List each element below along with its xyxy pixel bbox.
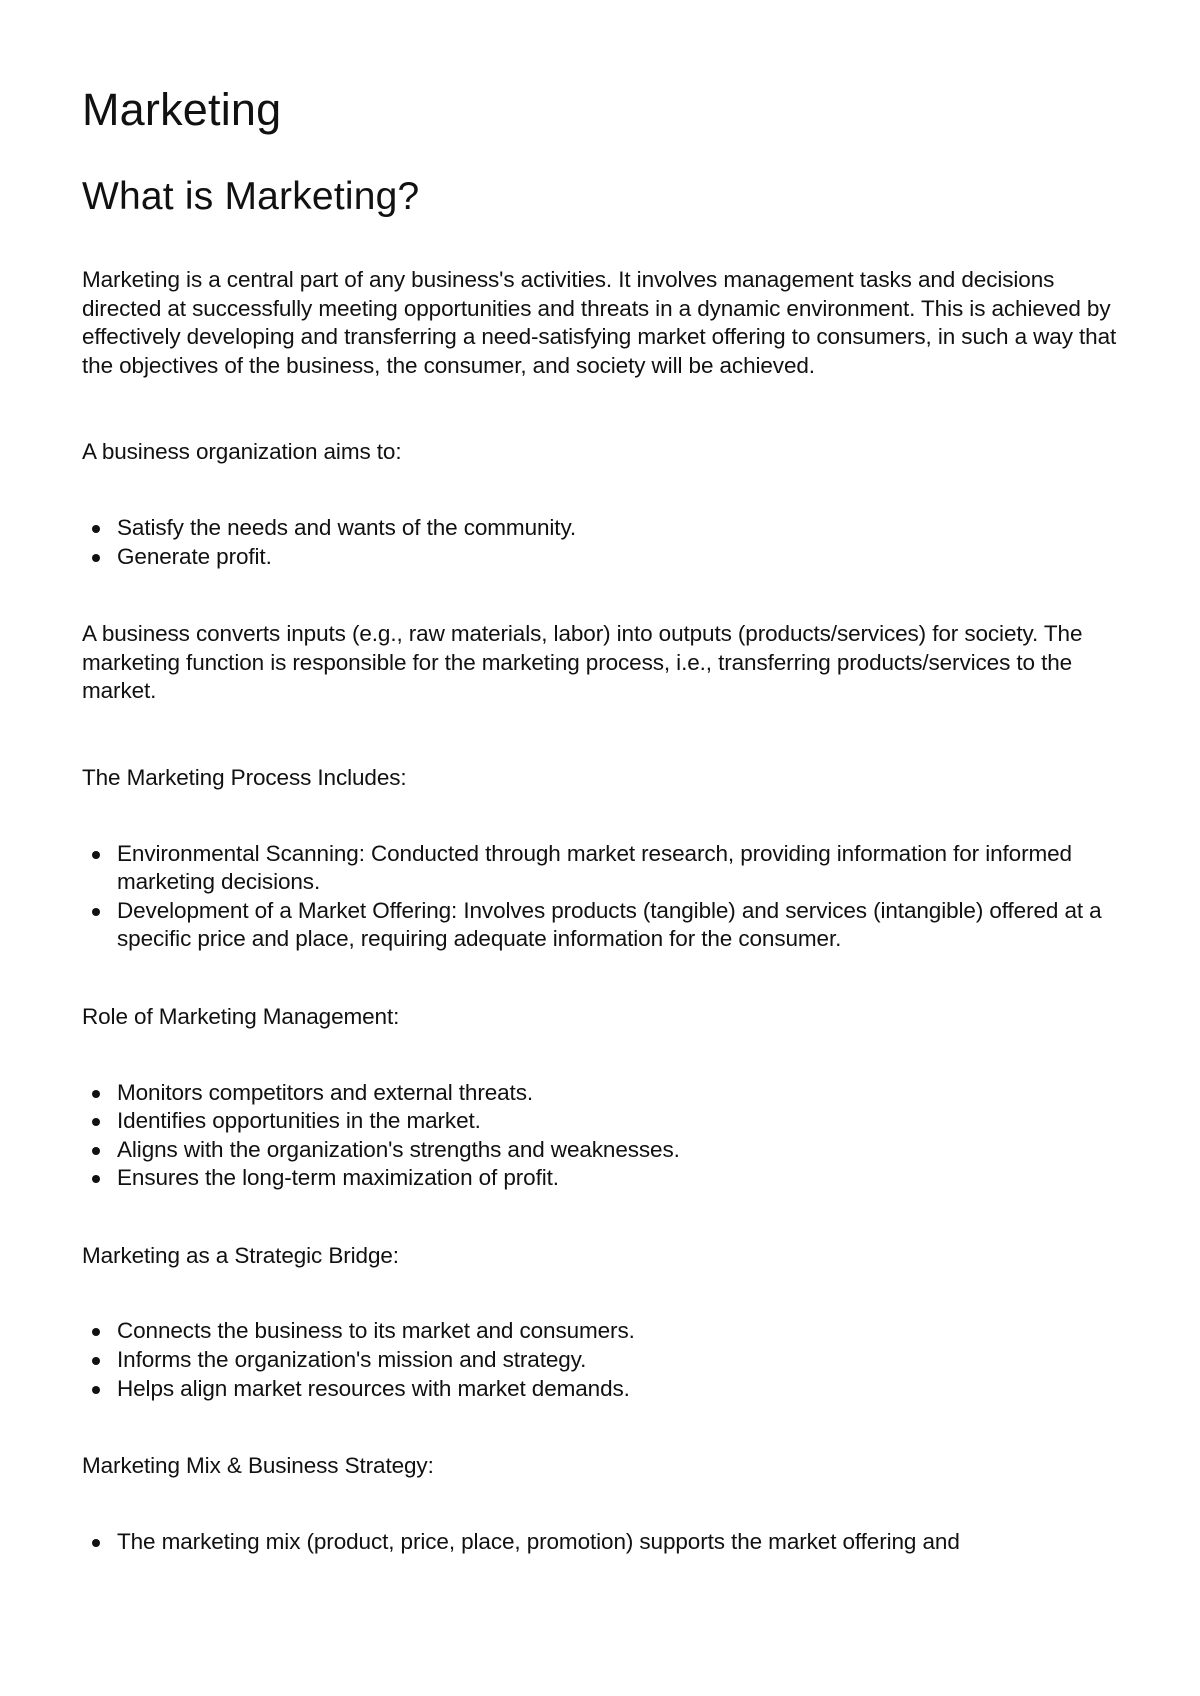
document-page bbox=[82, 80, 1122, 1556]
list-item-text: Development of a Market Offering: Involves products (tangible) and services (intangible) offered at a specific price and place, requiring adequate information for the consumer. bbox=[117, 897, 1102, 952]
bullet-icon bbox=[92, 525, 100, 533]
list-item-text: Aligns with the organization's strengths and weaknesses. bbox=[117, 1136, 680, 1162]
bullet-icon bbox=[92, 1328, 100, 1336]
bullet-icon bbox=[92, 851, 100, 859]
list-item-text: Identifies opportunities in the market. bbox=[117, 1108, 481, 1134]
list-item bbox=[82, 1528, 1122, 1557]
bullet-icon bbox=[92, 1357, 100, 1365]
list-item bbox=[82, 1317, 1122, 1346]
list-item bbox=[82, 840, 1122, 897]
list-item-text: Monitors competitors and external threats. bbox=[117, 1079, 533, 1105]
list-item bbox=[82, 1136, 1122, 1165]
list-item-text: Helps align market resources with market demands. bbox=[117, 1375, 630, 1401]
bullet-icon bbox=[92, 908, 100, 916]
bridge-label: Marketing as a Strategic Bridge: bbox=[82, 1242, 399, 1268]
bullet-icon bbox=[92, 1175, 100, 1183]
bullet-icon bbox=[92, 1118, 100, 1126]
intro-paragraph: Marketing is a central part of any business's activities. It involves management tasks and decisions directed at successfully meeting opportunities and threats in a dynamic environment. This is achieved by effectively developing and transferring a need-satisfying market offering to consumers, in such a way that the objectives of the business, the consumer, and society will be achieved. bbox=[82, 267, 1117, 378]
list-item bbox=[82, 1164, 1122, 1193]
list-item bbox=[82, 1375, 1122, 1404]
mix-label: Marketing Mix & Business Strategy: bbox=[82, 1453, 434, 1479]
list-item-text: Informs the organization's mission and strategy. bbox=[117, 1347, 587, 1373]
role-label: Role of Marketing Management: bbox=[82, 1003, 400, 1029]
process-label: The Marketing Process Includes: bbox=[82, 764, 407, 790]
bullet-icon bbox=[92, 554, 100, 562]
list-item-text: Ensures the long-term maximization of profit. bbox=[117, 1165, 559, 1191]
list-item bbox=[82, 543, 1122, 572]
list-item bbox=[82, 1079, 1122, 1108]
bullet-icon bbox=[92, 1386, 100, 1394]
list-item bbox=[82, 897, 1122, 954]
list-item-text: Satisfy the needs and wants of the community. bbox=[117, 514, 577, 540]
bridge-list bbox=[82, 1317, 1122, 1403]
converts-paragraph: A business converts inputs (e.g., raw materials, labor) into outputs (products/services) for society. The marketing function is responsible for the marketing process, i.e., transferring products/services to the market. bbox=[82, 621, 1083, 704]
section-heading: What is Marketing? bbox=[82, 175, 420, 218]
bullet-icon bbox=[92, 1539, 100, 1547]
bullet-icon bbox=[92, 1147, 100, 1155]
list-item bbox=[82, 1346, 1122, 1375]
list-item-text: Environmental Scanning: Conducted through market research, providing information for informed marketing decisions. bbox=[117, 840, 1072, 895]
list-item-text: Connects the business to its market and consumers. bbox=[117, 1318, 635, 1344]
process-list bbox=[82, 840, 1122, 954]
aims-list bbox=[82, 514, 1122, 571]
list-item-text: Generate profit. bbox=[117, 543, 272, 569]
list-item bbox=[82, 514, 1122, 543]
bullet-icon bbox=[92, 1090, 100, 1098]
document-title: Marketing bbox=[82, 84, 282, 135]
list-item bbox=[82, 1107, 1122, 1136]
list-item-text: The marketing mix (product, price, place, promotion) supports the market offering and bbox=[117, 1528, 960, 1554]
role-list bbox=[82, 1079, 1122, 1193]
mix-list bbox=[82, 1528, 1122, 1557]
aims-label: A business organization aims to: bbox=[82, 439, 402, 465]
